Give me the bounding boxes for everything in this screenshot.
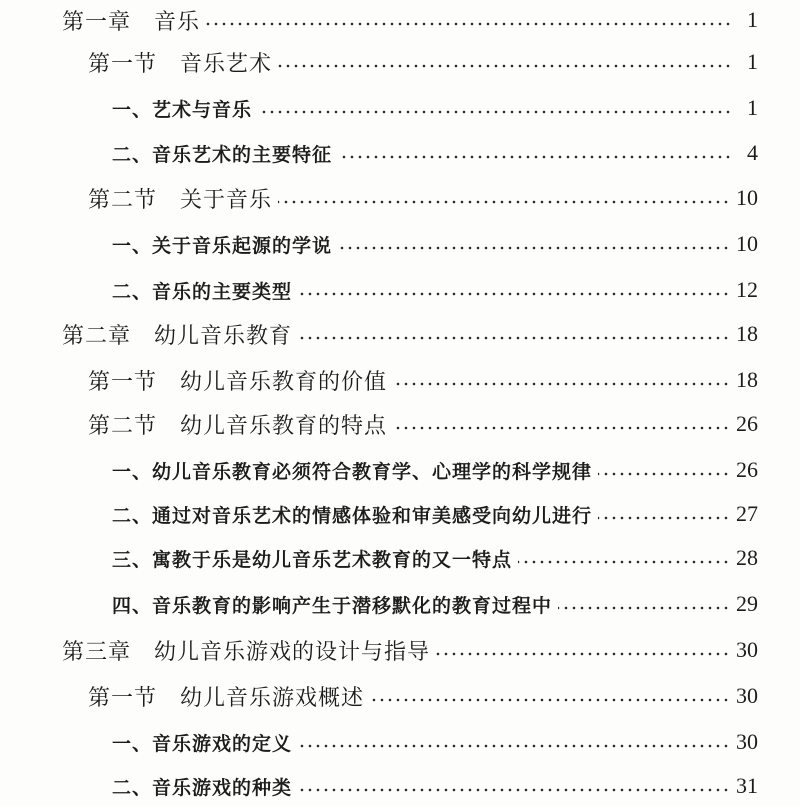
- toc-page-number: 18: [736, 367, 758, 392]
- toc-page-number: 1: [747, 95, 758, 120]
- toc-entry-title: 二、通过对音乐艺术的情感体验和审美感受向幼儿进行: [112, 504, 593, 527]
- toc-page-number: 29: [736, 591, 758, 616]
- toc-entry-title: 第二章 幼儿音乐教育: [62, 323, 293, 349]
- toc-entry-title: 一、艺术与音乐: [112, 98, 253, 121]
- toc-item: [0, 538, 800, 578]
- toc-entry-title: 第一节 幼儿音乐教育的价值: [88, 369, 388, 395]
- toc-page-number: 18: [736, 321, 758, 346]
- toc-entry-title: 四、音乐教育的影响产生于潜移默化的教育过程中: [112, 594, 553, 617]
- toc-entry-title: 第二节 幼儿音乐教育的特点: [88, 413, 388, 439]
- toc-page-number: 30: [736, 683, 758, 708]
- dot-leader: [278, 64, 732, 68]
- toc-entry-title: 二、音乐艺术的主要特征: [112, 143, 333, 166]
- toc-item: [0, 722, 800, 762]
- dot-leader: [298, 744, 730, 748]
- toc-item: [0, 224, 800, 264]
- toc-section: [0, 404, 800, 444]
- toc-entry-title: 二、音乐游戏的种类: [112, 776, 293, 799]
- dot-leader: [370, 698, 730, 702]
- toc-page-number: 27: [736, 501, 758, 526]
- dot-leader: [298, 336, 730, 340]
- toc-entry-title: 第一节 音乐艺术: [88, 51, 273, 77]
- toc-page-number: 30: [736, 637, 758, 662]
- toc-entry-title: 三、寓教于乐是幼儿音乐艺术教育的又一特点: [112, 548, 513, 571]
- toc-item: [0, 584, 800, 624]
- toc-page-number: 4: [747, 140, 758, 165]
- toc-entry-title: 第一节 幼儿音乐游戏概述: [88, 685, 365, 711]
- toc-entry-title: 第一章 音乐: [62, 9, 201, 35]
- toc-page-number: 12: [736, 277, 758, 302]
- dot-leader: [393, 426, 730, 430]
- toc-item: [0, 133, 800, 173]
- toc-chapter: [0, 630, 800, 670]
- dot-leader: [278, 200, 730, 204]
- toc-page-number: 28: [736, 545, 758, 570]
- dot-leader: [598, 472, 730, 476]
- toc-entry-title: 第三章 幼儿音乐游戏的设计与指导: [62, 639, 431, 665]
- toc-entry-title: 一、关于音乐起源的学说: [112, 234, 333, 257]
- toc-page-number: 10: [736, 231, 758, 256]
- dot-leader: [558, 606, 730, 610]
- dot-leader: [338, 246, 730, 250]
- dot-leader: [258, 110, 732, 114]
- toc-entry-title: 一、幼儿音乐教育必须符合教育学、心理学的科学规律: [112, 460, 593, 483]
- dot-leader: [598, 516, 730, 520]
- dot-leader: [393, 382, 730, 386]
- dot-leader: [338, 155, 732, 159]
- toc-item: [0, 766, 800, 806]
- toc-section: [0, 42, 800, 82]
- toc-chapter: [0, 0, 800, 40]
- toc-section: [0, 178, 800, 218]
- dot-leader: [206, 22, 732, 26]
- toc-entry-title: 第二节 关于音乐: [88, 187, 273, 213]
- toc-chapter: [0, 314, 800, 354]
- toc-item: [0, 450, 800, 490]
- toc-page-number: 26: [736, 411, 758, 436]
- toc-page-number: 1: [747, 7, 758, 32]
- toc-section: [0, 360, 800, 400]
- toc-item: [0, 270, 800, 310]
- toc-page-number: 30: [736, 729, 758, 754]
- dot-leader: [436, 652, 730, 656]
- dot-leader: [518, 560, 730, 564]
- toc-page-number: 1: [747, 49, 758, 74]
- toc-page-number: 31: [736, 773, 758, 798]
- toc-page-number: 10: [736, 185, 758, 210]
- dot-leader: [298, 788, 730, 792]
- toc-entry-title: 二、音乐的主要类型: [112, 280, 293, 303]
- toc-page-number: 26: [736, 457, 758, 482]
- toc-section: [0, 676, 800, 716]
- toc-item: [0, 494, 800, 534]
- dot-leader: [298, 292, 730, 296]
- toc-item: [0, 88, 800, 128]
- toc-entry-title: 一、音乐游戏的定义: [112, 732, 293, 755]
